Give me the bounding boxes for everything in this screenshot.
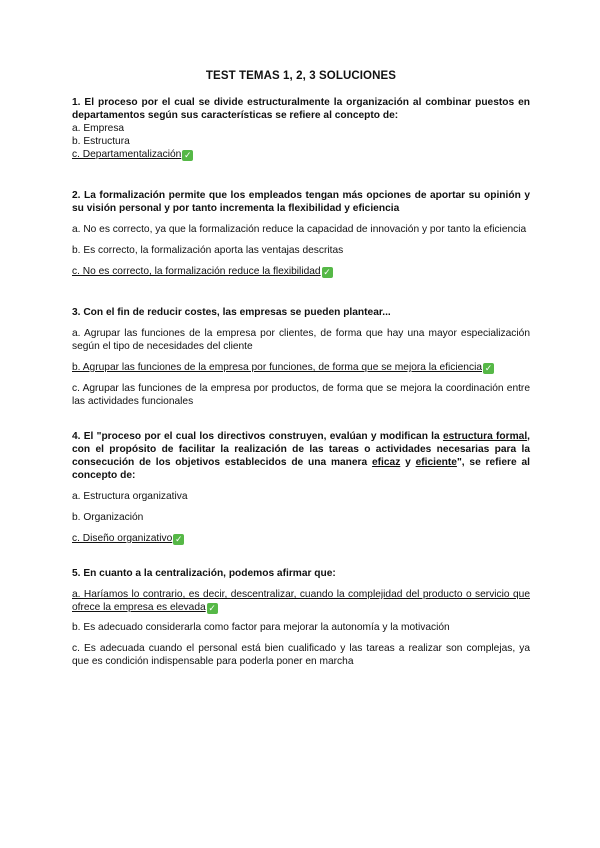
- question-3-option-c: c. Agrupar las funciones de la empresa por productos, de forma que se mejora la coordinación entre las actividades funcionales: [72, 383, 530, 407]
- question-1-option-b: b. Estructura: [72, 136, 130, 147]
- check-mark-icon: ✓: [484, 363, 493, 373]
- question-2-option-c-correct: c. No es correcto, la formalización reduce la flexibilidad ✓: [72, 266, 331, 277]
- question-4-option-c-correct: c. Diseño organizativo ✓: [72, 533, 183, 544]
- document-page: [72, 70, 530, 668]
- question-4-option-a: a. Estructura organizativa: [72, 491, 188, 502]
- check-mark-icon: ✓: [174, 534, 183, 544]
- question-2: [72, 189, 530, 278]
- question-5-option-b: b. Es adecuado considerarla como factor para mejorar la autonomía y la motivación: [72, 622, 450, 633]
- question-1-number: 1.: [72, 97, 81, 108]
- question-3-option-a: a. Agrupar las funciones de la empresa por clientes, de forma que hay una mayor especialización según el tipo de necesidades del cliente: [72, 328, 530, 352]
- question-2-option-b: b. Es correcto, la formalización aporta las ventajas descritas: [72, 245, 344, 256]
- page-title: TEST TEMAS 1, 2, 3 SOLUCIONES: [205, 70, 397, 82]
- check-mark-icon: ✓: [184, 150, 192, 160]
- question-4-text: 4. El "proceso por el cual los directivos construyen, evalúan y modifican la estructura formal, con el propósito de facilitar la realización de las tareas o actividades necesarias para la consecución de los objetivos establecidos de una manera eficaz y eficiente", se refiere al concepto de:: [72, 431, 530, 481]
- question-5-option-a-correct: a. Haríamos lo contrario, es decir, descentralizar, cuando la complejidad del producto o servicio que ofrece la empresa es elevada ✓: [72, 589, 530, 613]
- question-5-option-c: c. Es adecuada cuando el personal está bien cualificado y las tareas a realizar son complejas, ya que es condición indispensable para poderla poner en marcha: [72, 643, 530, 667]
- question-1-text: El proceso por el cual se divide estructuralmente la organización al combinar puestos en departamentos según sus características se refiere al concepto de:: [72, 97, 530, 121]
- question-1-option-a: a. Empresa: [72, 123, 125, 134]
- link-eficaz[interactable]: eficaz: [371, 457, 401, 468]
- link-eficiente[interactable]: eficiente: [415, 457, 457, 468]
- question-5: [72, 567, 530, 668]
- check-mark-icon: ✓: [208, 603, 216, 613]
- link-estructura-formal[interactable]: estructura formal: [442, 431, 528, 442]
- question-3-option-b-correct: b. Agrupar las funciones de la empresa por funciones, de forma que se mejora la eficiencia ✓: [72, 362, 493, 373]
- question-1-option-c-correct: c. Departamentalización ✓: [72, 149, 192, 160]
- question-4: [72, 430, 530, 545]
- question-3-text: 3. Con el fin de reducir costes, las empresas se pueden plantear...: [72, 307, 391, 318]
- question-1: [72, 96, 530, 161]
- question-4-option-b: b. Organización: [72, 512, 144, 523]
- question-3: [72, 306, 530, 408]
- question-2-option-a: a. No es correcto, ya que la formalización reduce la capacidad de innovación y por tanto la eficiencia: [72, 224, 527, 235]
- question-5-text: 5. En cuanto a la centralización, podemos afirmar que:: [72, 568, 336, 579]
- check-mark-icon: ✓: [323, 267, 331, 277]
- question-2-text: 2. La formalización permite que los empleados tengan más opciones de aportar su opinión y su visión personal y por tanto incrementa la flexibilidad y eficiencia: [72, 190, 530, 214]
